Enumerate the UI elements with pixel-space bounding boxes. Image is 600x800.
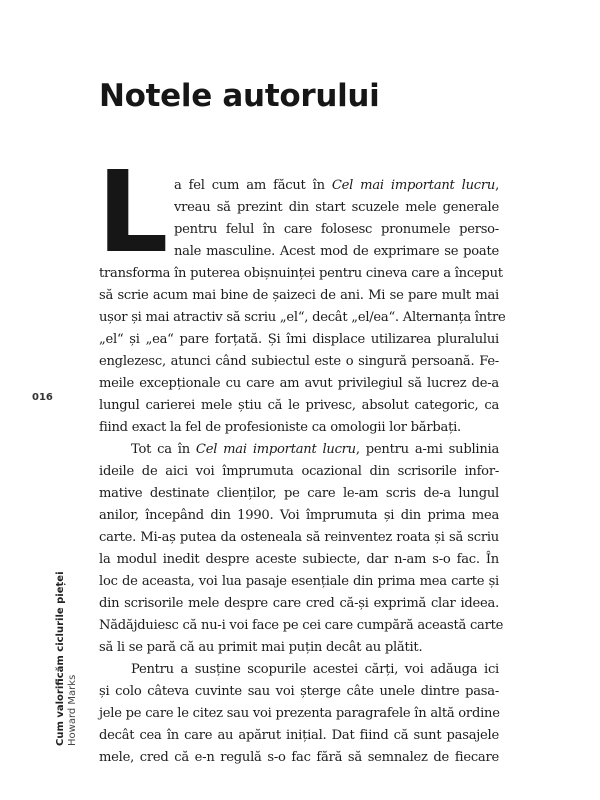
text-run: jele pe care le citez sau voi prezenta paragrafele în altă ordine	[99, 706, 500, 721]
text-run: transforma în puterea obișnuinței pentru cineva care a început	[99, 266, 503, 281]
text-run: anilor, începând din 1990. Voi împrumuta și din prima mea	[99, 508, 499, 523]
author-name: Howard Marks	[67, 674, 78, 746]
text-line	[99, 439, 499, 461]
text-run: decât cea în care au apărut inițial. Dat fiind că sunt pasajele	[99, 728, 499, 743]
text-run: ,	[495, 178, 499, 193]
text-line	[99, 549, 499, 571]
text-line	[99, 175, 499, 197]
text-line	[99, 681, 499, 703]
text-run: fiind exact la fel de profesioniste ca omologii lor bărbați.	[99, 420, 461, 435]
running-footer	[55, 571, 79, 746]
text-line	[99, 395, 499, 417]
text-line	[99, 417, 499, 439]
text-run: ideile de aici voi împrumuta ocazional din scrisorile infor-	[99, 464, 499, 479]
text-run: Pentru a susține scopurile acestei cărți, voi adăuga ici	[131, 662, 499, 677]
text-line	[99, 615, 504, 637]
text-run: Tot ca în	[131, 442, 196, 457]
text-line	[99, 307, 506, 329]
text-run: englezesc, atunci când subiectul este o singură persoană. Fe-	[99, 354, 499, 369]
text-run: lungul carierei mele știu că le privesc, absolut categoric, ca	[99, 398, 499, 413]
text-run: nale masculine. Acest mod de exprimare se poate	[174, 244, 499, 259]
text-line	[99, 373, 499, 395]
text-run: loc de aceasta, voi lua pasaje esențiale din prima mea carte și	[99, 574, 499, 589]
text-run: ușor și mai atractiv să scriu „el“, decât „el/ea“. Alternanța între	[99, 310, 506, 325]
text-line	[99, 725, 499, 747]
text-line	[99, 637, 499, 659]
text-run: meile excepționale cu care am avut privilegiul să lucrez de-a	[99, 376, 499, 391]
text-line	[99, 747, 499, 769]
text-line	[99, 461, 499, 483]
text-run: la modul inedit despre aceste subiecte, dar n-am s-o fac. În	[99, 552, 499, 567]
text-run: să scrie acum mai bine de șaizeci de ani. Mi se pare mult mai	[99, 288, 499, 303]
text-run: „el“ și „ea“ pare forțată. Și îmi displace utilizarea pluralului	[99, 332, 499, 347]
text-run: carte. Mi-aș putea da osteneala să reinventez roata și să scriu	[99, 530, 499, 545]
text-line	[99, 593, 499, 615]
text-line	[99, 571, 499, 593]
page-number: 016	[32, 392, 53, 403]
body-text	[99, 175, 506, 769]
text-run: mele, cred că e-n regulă s-o fac fără să semnalez de fiecare	[99, 750, 499, 765]
text-run: Nădăjduiesc că nu-i voi face pe cei care cumpără această carte	[99, 618, 504, 633]
text-run: pentru felul în care folosesc pronumele perso-	[174, 222, 499, 237]
text-run: să li se pară că au primit mai puțin decât au plătit.	[99, 640, 423, 655]
text-line	[99, 219, 499, 241]
chapter-title: Notele autorului	[99, 78, 380, 114]
book-title: Cum valorificăm ciclurile pieței	[55, 571, 66, 746]
text-run: vreau să prezint din start scuzele mele generale	[174, 200, 499, 215]
text-run: , pentru a-mi sublinia	[355, 442, 500, 457]
italic-book-title: Cel mai important lucru	[195, 442, 356, 457]
drop-cap: L	[97, 148, 169, 278]
text-line	[99, 285, 499, 307]
text-run: din scrisorile mele despre care cred că-și exprimă clar ideea.	[99, 596, 499, 611]
text-line	[99, 483, 499, 505]
text-line	[99, 505, 499, 527]
text-run: mative destinate clienților, pe care le-am scris de-a lungul	[99, 486, 499, 501]
italic-book-title: Cel mai important lucru	[331, 178, 496, 193]
text-line	[99, 703, 499, 725]
text-line	[99, 351, 499, 373]
text-run: și colo câteva cuvinte sau voi șterge câte unele dintre pasa-	[99, 684, 499, 699]
text-run: a fel cum am făcut în	[174, 178, 332, 193]
text-line	[99, 659, 499, 681]
text-line	[99, 527, 499, 549]
text-line	[99, 329, 499, 351]
text-line	[99, 263, 503, 285]
text-line	[99, 241, 499, 263]
text-line	[99, 197, 499, 219]
